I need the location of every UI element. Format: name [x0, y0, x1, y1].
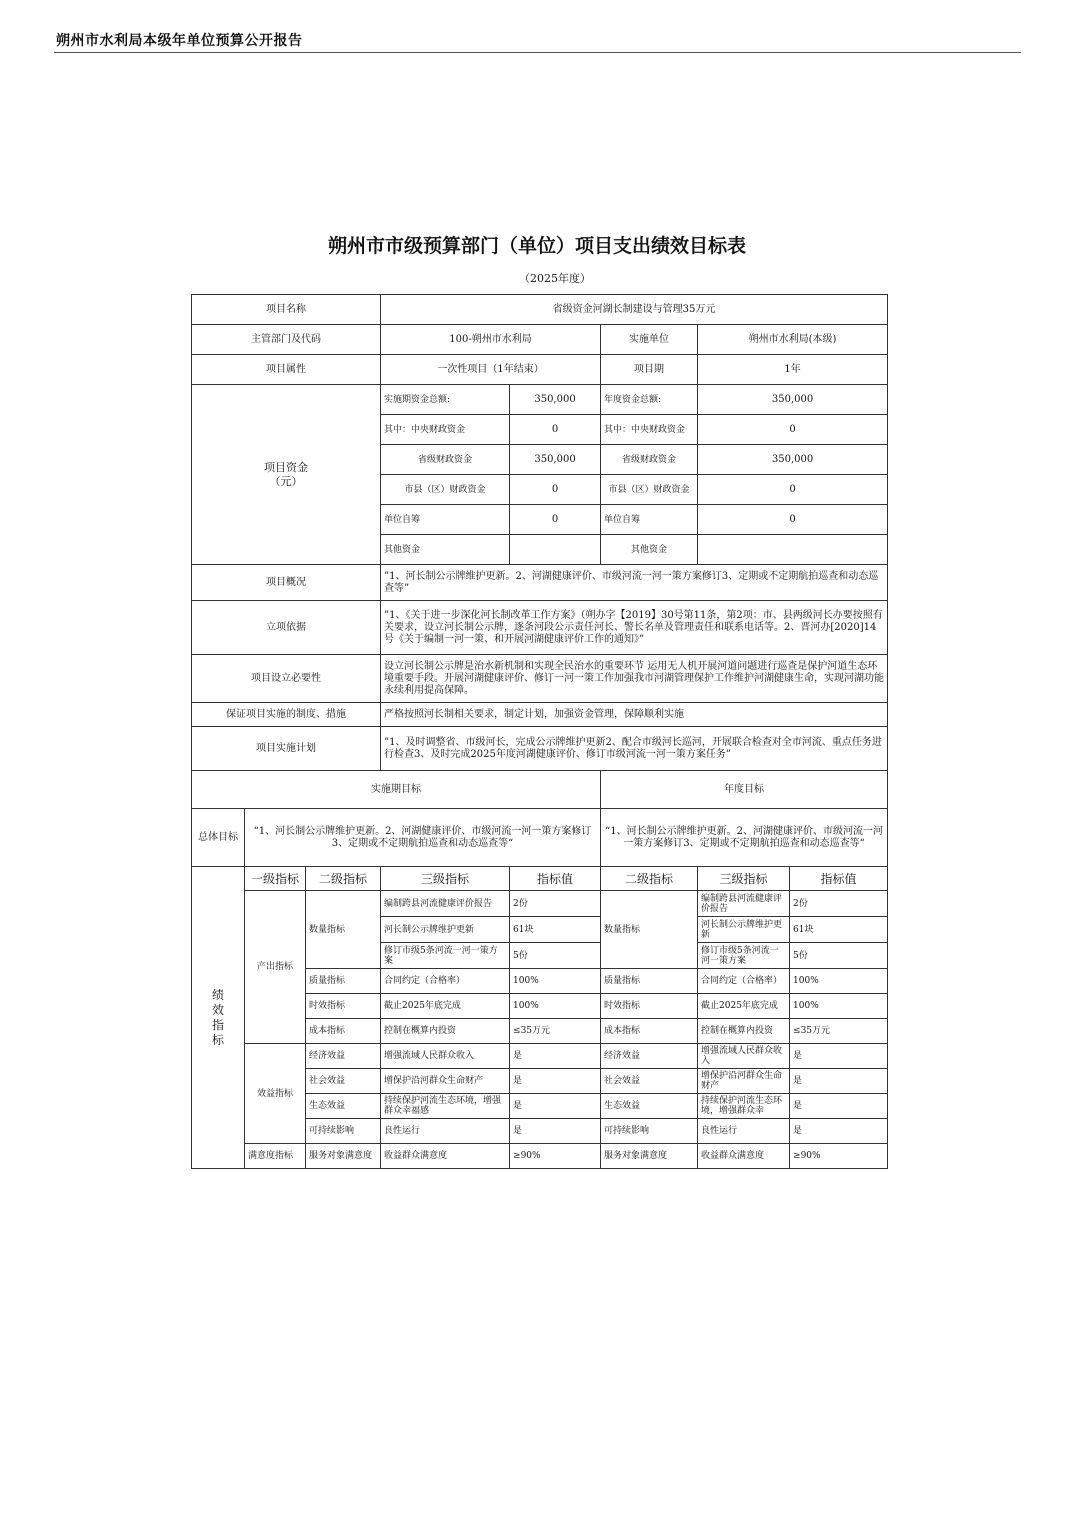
period-tertiary: 良性运行	[381, 1119, 510, 1144]
period-value: 是	[510, 1044, 601, 1069]
perf-col-header: 一级指标	[245, 867, 306, 891]
page-title: 朔州市市级预算部门（单位）项目支出绩效目标表	[327, 235, 746, 257]
benefit-indicator-label: 效益指标	[245, 1044, 306, 1144]
period-secondary: 生态效益	[306, 1094, 381, 1119]
fund-label-period: 省级财政资金	[381, 445, 510, 475]
period-tertiary: 截止2025年底完成	[381, 994, 510, 1019]
period-value: ≤35万元	[510, 1019, 601, 1044]
funds-label: 项目资金 （元）	[192, 385, 381, 565]
perf-col-header: 三级指标	[698, 867, 790, 891]
dept-value: 100-朔州市水利局	[381, 325, 601, 355]
report-header: 朔州市水利局本级年单位预算公开报告	[56, 33, 303, 49]
annual-value: 100%	[790, 994, 888, 1019]
row-necessity	[192, 655, 888, 703]
annual-secondary: 经济效益	[601, 1044, 698, 1069]
row-attr	[192, 355, 888, 385]
annual-tertiary: 收益群众满意度	[698, 1144, 790, 1169]
row-overview	[192, 565, 888, 601]
fund-value-period: 350,000	[510, 385, 601, 415]
guarantee-value: 严格按照河长制相关要求，制定计划，加强资金管理，保障顺利实施	[381, 703, 888, 727]
overview-value: ”1、河长制公示牌维护更新。2、河湖健康评价、市级河流一河一策方案修订3、定期或不定期航拍巡查和动态巡查等”	[381, 565, 888, 601]
fund-value-period: 0	[510, 415, 601, 445]
period-secondary: 服务对象满意度	[306, 1144, 381, 1169]
fund-value-annual: 350,000	[698, 445, 888, 475]
plan-label: 项目实施计划	[192, 727, 381, 771]
basis-label: 立项依据	[192, 601, 381, 655]
annual-secondary: 生态效益	[601, 1094, 698, 1119]
annual-value: 61块	[790, 917, 888, 943]
period-tertiary: 编制跨县河流健康评价报告	[381, 891, 510, 917]
annual-tertiary: 控制在概算内投资	[698, 1019, 790, 1044]
overall-goal-period: “1、河长制公示牌维护更新。2、河湖健康评价、市级河流一河一策方案修订3、定期或不定期航拍巡查和动态巡查等“	[245, 809, 601, 867]
period-goal-label: 实施期目标	[192, 771, 601, 809]
row-dept	[192, 325, 888, 355]
quantity-indicator-label-annual: 数量指标	[601, 891, 698, 969]
satisfaction-indicator-label: 满意度指标	[245, 1144, 306, 1169]
fund-value-period	[510, 535, 601, 565]
period-secondary: 时效指标	[306, 994, 381, 1019]
period-value: 是	[510, 1119, 601, 1144]
period-value: 2份	[510, 891, 601, 917]
annual-tertiary: 修订市级5条河流一河一策方案	[698, 943, 790, 969]
impl-unit-value: 朔州市水利局(本级)	[698, 325, 888, 355]
fund-value-annual: 0	[698, 415, 888, 445]
fund-label-annual: 单位自筹	[601, 505, 698, 535]
fund-value-period: 0	[510, 475, 601, 505]
annual-tertiary: 合同约定（合格率）	[698, 969, 790, 994]
quantity-indicator-label: 数量指标	[306, 891, 381, 969]
performance-target-table	[191, 294, 888, 1169]
period-secondary: 经济效益	[306, 1044, 381, 1069]
fund-label-annual: 其中：中央财政资金	[601, 415, 698, 445]
annual-tertiary: 截止2025年底完成	[698, 994, 790, 1019]
annual-value: ≥90%	[790, 1144, 888, 1169]
dept-label: 主管部门及代码	[192, 325, 381, 355]
guarantee-label: 保证项目实施的制度、措施	[192, 703, 381, 727]
fund-value-period: 0	[510, 505, 601, 535]
fund-value-annual: 0	[698, 505, 888, 535]
period-tertiary: 持续保护河流生态环境，增强群众幸福感	[381, 1094, 510, 1119]
attr-value: 一次性项目（1年结束）	[381, 355, 601, 385]
annual-tertiary: 河长制公示牌维护更新	[698, 917, 790, 943]
annual-value: 2份	[790, 891, 888, 917]
annual-value: ≤35万元	[790, 1019, 888, 1044]
necessity-label: 项目设立必要性	[192, 655, 381, 703]
annual-secondary: 质量指标	[601, 969, 698, 994]
perf-row	[192, 1044, 888, 1069]
fund-value-period: 350,000	[510, 445, 601, 475]
period-tertiary: 修订市级5条河流一河一策方案	[381, 943, 510, 969]
impl-unit-label: 实施单位	[601, 325, 698, 355]
period-tertiary: 合同约定（合格率）	[381, 969, 510, 994]
period-value: 100%	[510, 994, 601, 1019]
perf-row	[192, 1144, 888, 1169]
row-project-name	[192, 295, 888, 325]
period-label: 项目期	[601, 355, 698, 385]
annual-goal-label: 年度目标	[601, 771, 888, 809]
fund-value-annual	[698, 535, 888, 565]
fund-label-annual: 市县（区）财政资金	[601, 475, 698, 505]
fund-label-annual: 其他资金	[601, 535, 698, 565]
project-name-value: 省级资金河湖长制建设与管理35万元	[381, 295, 888, 325]
period-tertiary: 增强流域人民群众收入	[381, 1044, 510, 1069]
period-tertiary: 河长制公示牌维护更新	[381, 917, 510, 943]
annual-value: 是	[790, 1069, 888, 1094]
period-tertiary: 增保护沿河群众生命财产	[381, 1069, 510, 1094]
attr-label: 项目属性	[192, 355, 381, 385]
fund-label-annual: 省级财政资金	[601, 445, 698, 475]
period-secondary: 可持续影响	[306, 1119, 381, 1144]
project-name-label: 项目名称	[192, 295, 381, 325]
fund-label-period: 实施期资金总额:	[381, 385, 510, 415]
annual-value: 是	[790, 1094, 888, 1119]
row-goal-headers	[192, 771, 888, 809]
fund-label-annual: 年度资金总额:	[601, 385, 698, 415]
overall-goal-label: 总体目标	[192, 809, 245, 867]
perf-indicator-label: 绩效指标	[192, 867, 245, 1169]
perf-col-header: 二级指标	[601, 867, 698, 891]
annual-value: 是	[790, 1119, 888, 1144]
annual-secondary: 服务对象满意度	[601, 1144, 698, 1169]
period-secondary: 质量指标	[306, 969, 381, 994]
perf-col-header: 二级指标	[306, 867, 381, 891]
overview-label: 项目概况	[192, 565, 381, 601]
annual-value: 100%	[790, 969, 888, 994]
perf-header-row	[192, 867, 888, 891]
row-basis	[192, 601, 888, 655]
period-value: 1年	[698, 355, 888, 385]
basis-value: ”1、《关于进一步深化河长制改革工作方案》（朔办字【2019】30号第11条，第2项：市、县两级河长办要按照有关要求，设立河长制公示牌，逐条河段公示责任河长、警长名单及管理责任和联系电话等。2、晋河办[2020]14号《关于编制一河一策、和开展河湖健康评价工作的通知》”	[381, 601, 888, 655]
period-secondary: 社会效益	[306, 1069, 381, 1094]
annual-tertiary: 持续保护河流生态环境，增强群众幸	[698, 1094, 790, 1119]
fund-label-period: 市县（区）财政资金	[381, 475, 510, 505]
fund-label-period: 单位自筹	[381, 505, 510, 535]
fund-label-period: 其中：中央财政资金	[381, 415, 510, 445]
row-plan	[192, 727, 888, 771]
header-divider	[54, 52, 1021, 53]
period-value: 61块	[510, 917, 601, 943]
output-indicator-label: 产出指标	[245, 891, 306, 1044]
annual-secondary: 时效指标	[601, 994, 698, 1019]
row-overall-goal	[192, 809, 888, 867]
annual-tertiary: 增保护沿河群众生命财产	[698, 1069, 790, 1094]
annual-secondary: 可持续影响	[601, 1119, 698, 1144]
perf-col-header: 三级指标	[381, 867, 510, 891]
necessity-value: 设立河长制公示牌是治水新机制和实现全民治水的重要环节 运用无人机开展河道问题进行巡查是保护河道生态环境重要手段。开展河湖健康评价、修订一河一策工作加强我市河湖管理保护工作维护河湖健康生命，实现河湖功能永续利用提高保障。	[381, 655, 888, 703]
perf-row	[192, 891, 888, 917]
perf-col-header: 指标值	[790, 867, 888, 891]
annual-tertiary: 编制跨县河流健康评价报告	[698, 891, 790, 917]
row-guarantee	[192, 703, 888, 727]
annual-tertiary: 良性运行	[698, 1119, 790, 1144]
funds-row	[192, 385, 888, 415]
fund-value-annual: 0	[698, 475, 888, 505]
period-value: 5份	[510, 943, 601, 969]
page-subtitle: （2025年度）	[519, 272, 591, 285]
perf-col-header: 指标值	[510, 867, 601, 891]
period-value: ≥90%	[510, 1144, 601, 1169]
annual-value: 是	[790, 1044, 888, 1069]
annual-secondary: 社会效益	[601, 1069, 698, 1094]
annual-secondary: 成本指标	[601, 1019, 698, 1044]
annual-tertiary: 增强流域人民群众收入	[698, 1044, 790, 1069]
period-value: 是	[510, 1069, 601, 1094]
plan-value: ”1、及时调整省、市级河长，完成公示牌维护更新2、配合市级河长巡河，开展联合检查对全市河流、重点任务进行检查3、及时完成2025年度河湖健康评价、修订市级河流一河一策方案任务”	[381, 727, 888, 771]
period-value: 是	[510, 1094, 601, 1119]
period-tertiary: 收益群众满意度	[381, 1144, 510, 1169]
period-secondary: 成本指标	[306, 1019, 381, 1044]
annual-value: 5份	[790, 943, 888, 969]
fund-label-period: 其他资金	[381, 535, 510, 565]
overall-goal-annual: “1、河长制公示牌维护更新。2、河湖健康评价、市级河流一河一策方案修订3、定期或不定期航拍巡查和动态巡查等“	[601, 809, 888, 867]
period-tertiary: 控制在概算内投资	[381, 1019, 510, 1044]
fund-value-annual: 350,000	[698, 385, 888, 415]
period-value: 100%	[510, 969, 601, 994]
